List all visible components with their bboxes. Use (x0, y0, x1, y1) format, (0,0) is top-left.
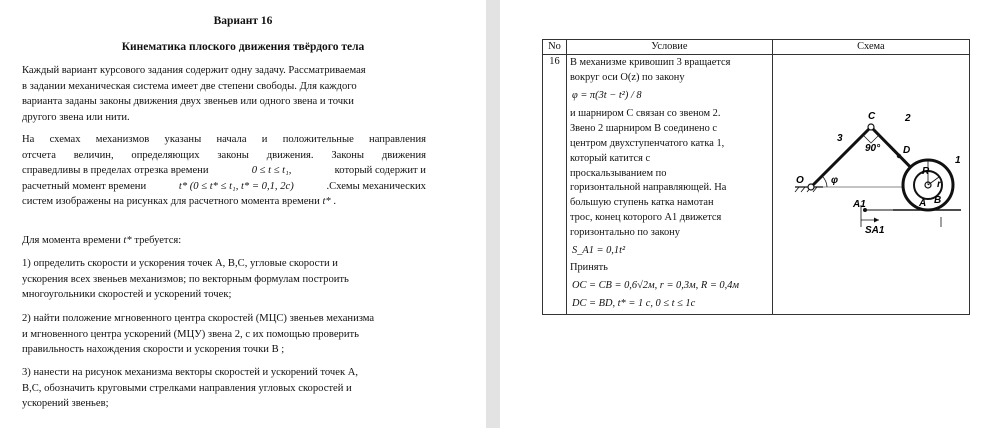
moment-paragraph (22, 233, 426, 249)
condition-line: и шарниром C связан со звеном 2. (569, 108, 721, 120)
time-range-formula: 0 ≤ t ≤ t₁, (251, 165, 292, 176)
condition-line: проскальзыванием по (569, 167, 667, 179)
intro-line: варианта заданы законы движения двух звеньев или одного звена и точки (22, 96, 354, 107)
label-s-a1: SA1 (864, 225, 885, 236)
header-scheme: Схема (772, 40, 969, 55)
table-header-row (543, 40, 970, 55)
schemes-line (22, 194, 426, 210)
task-line: многоугольники скоростей и ускорений точек; (22, 289, 232, 300)
task-line: 2) найти положение мгновенного центра скоростей (МЦС) звеньев механизма (22, 313, 375, 324)
phi-formula: φ = π(3t − t²) / 8 (571, 89, 642, 101)
sa-formula: S_A1 = 0,1t² (571, 244, 626, 256)
schemes-text: который содержит и (334, 165, 426, 176)
condition-line: Звено 2 шарниром B соединено с (569, 123, 717, 135)
topic-title: Кинематика плоского движения твёрдого тела (121, 41, 365, 53)
label-a: A (918, 198, 927, 209)
point-d (897, 154, 901, 158)
right-angle-marker (863, 135, 879, 143)
task-line: B,C, обозначить круговыми стрелками направления угловых скоростей и (22, 382, 352, 394)
moment-text: требуется: (134, 235, 182, 246)
task-line: ускорений звеньев; (22, 398, 109, 409)
label-d: D (902, 145, 911, 156)
intro-line: в задании механическая система имеет две степени свободы. Для каждого (22, 80, 357, 92)
left-document-page (0, 0, 486, 428)
condition-line: вокруг оси O(z) по закону (569, 71, 685, 83)
condition-line: В механизме кривошип 3 вращается (569, 57, 731, 68)
variant-table (542, 39, 970, 315)
schemes-line (22, 163, 426, 179)
condition-line: трос, конец которого A1 движется (569, 211, 722, 223)
task-line: правильность нахождения скорости и ускорения точки B ; (22, 344, 285, 355)
task-line: 1) определить скорости и ускорения точек A, B,C, угловые скорости и (22, 258, 338, 269)
mechanism-scheme (793, 103, 963, 243)
condition-line: горизонтальной направляющей. На (569, 182, 727, 194)
label-a1: A1 (852, 199, 866, 210)
accept-label: Принять (569, 262, 608, 274)
label-3: 3 (836, 133, 843, 144)
schemes-text: . (333, 196, 336, 207)
design-time-symbol: t* (322, 196, 331, 207)
schemes-line (22, 179, 426, 195)
condition-line: большую ступень катка намотан (569, 197, 714, 209)
page-gap (486, 0, 500, 428)
task-item-3 (22, 365, 426, 412)
label-1: 1 (954, 155, 961, 166)
header-no: No (543, 40, 567, 55)
scheme-cell (772, 55, 969, 315)
table-row (543, 55, 970, 315)
task-line: ускорения всех звеньев механизмов; по векторным формулам построить (22, 273, 349, 285)
label-c: C (867, 111, 876, 122)
right-document-page (500, 0, 1000, 428)
label-b: B (933, 195, 942, 206)
condition-cell (566, 55, 772, 315)
task-line: 3) нанести на рисунок механизма векторы скоростей и ускорений точек A, (22, 367, 359, 378)
variant-title: Вариант 16 (213, 15, 273, 27)
intro-line: Каждый вариант курсового задания содержит одну задачу. Рассматриваемая (22, 65, 366, 76)
schemes-text: расчетный момент времени (22, 180, 147, 192)
angle-phi-arc (822, 176, 827, 187)
schemes-text: систем изображены на рисунках для расчетного момента времени (22, 196, 320, 207)
task-item-2 (22, 311, 426, 358)
condition-line: который катится с (569, 152, 651, 164)
intro-paragraph (22, 63, 426, 125)
task-line: и мгновенного центра ускорений (МЦУ) звена 2, с их помощью проверить (22, 328, 359, 340)
accept-formula-1: OC = CB = 0,6√2м, r = 0,3м, R = 0,4м (571, 280, 740, 292)
label-2: 2 (904, 113, 911, 124)
label-r-big: R (921, 166, 930, 177)
label-r-small: r (936, 179, 941, 190)
moment-text: Для момента времени (22, 235, 121, 246)
row-number: 16 (543, 55, 567, 315)
schemes-text: .Схемы механических (326, 180, 426, 192)
moment-symbol: t* (123, 235, 132, 246)
task-item-1 (22, 256, 426, 303)
schemes-line: На схемах механизмов указаны начала и положительные направления (22, 134, 426, 145)
s-axis-arrowhead (874, 218, 879, 223)
intro-line: другого звена или нити. (22, 111, 130, 123)
label-phi: φ (830, 175, 838, 186)
schemes-text: справедливы в пределах отрезка времени (22, 165, 209, 176)
joint-o (808, 184, 814, 190)
condition-line: центром двухступенчатого катка 1, (569, 137, 725, 149)
schemes-paragraph (22, 132, 426, 210)
label-o: O (795, 175, 804, 186)
design-time-formula: t* (0 ≤ t* ≤ t₁, t* = 0,1, 2c) (178, 180, 294, 192)
accept-formula-2: DC = BD, t* = 1 с, 0 ≤ t ≤ 1c (571, 297, 696, 309)
label-90: 90° (864, 143, 880, 154)
joint-c (868, 124, 874, 130)
header-condition: Условие (566, 40, 772, 55)
schemes-line: отсчета величин, определяющих законы движения. Законы движения (22, 149, 426, 161)
condition-line: горизонтально по закону (569, 226, 680, 238)
